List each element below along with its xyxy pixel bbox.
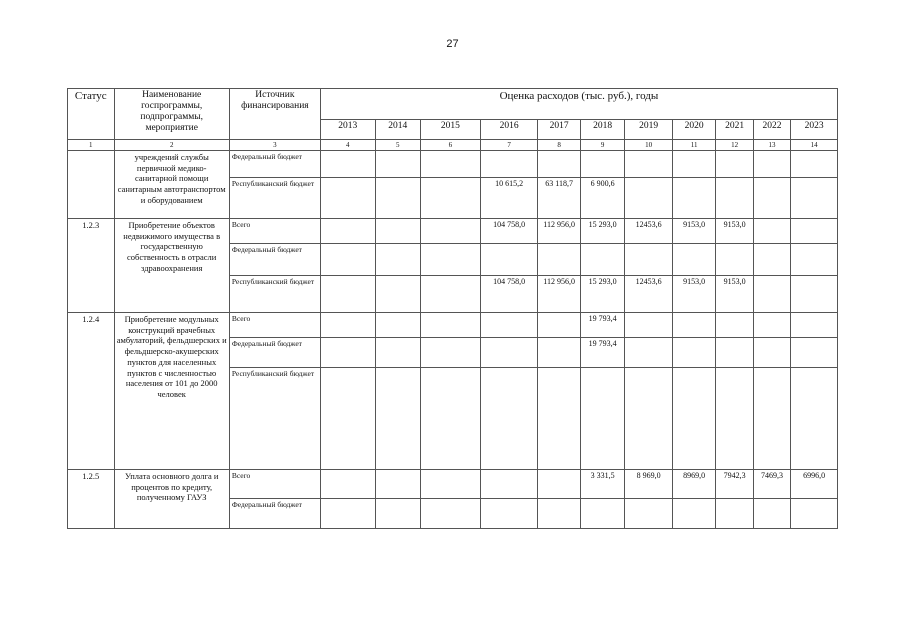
value-cell — [580, 499, 625, 529]
value-cell — [320, 368, 375, 470]
value-cell — [716, 178, 753, 219]
value-cell — [480, 313, 538, 338]
year-header-2020: 2020 — [672, 120, 716, 140]
value-cell — [375, 499, 421, 529]
value-cell — [672, 338, 716, 368]
value-cell: 15 293,0 — [580, 276, 625, 313]
value-cell: 6 900,6 — [580, 178, 625, 219]
value-cell — [625, 368, 673, 470]
value-cell — [538, 499, 580, 529]
value-cell — [580, 151, 625, 178]
value-cell — [672, 368, 716, 470]
table-row — [68, 219, 838, 244]
value-cell: 8 969,0 — [625, 470, 673, 499]
value-cell — [320, 244, 375, 276]
value-cell — [538, 470, 580, 499]
value-cell — [421, 499, 481, 529]
value-cell: 7469,3 — [753, 470, 790, 499]
value-cell: 3 331,5 — [580, 470, 625, 499]
funding-source-cell: Федеральный бюджет — [229, 338, 320, 368]
column-number: 1 — [68, 140, 115, 151]
measure-name-cell: Уплата основного долга и процентов по кредиту, полученному ГАУЗ — [114, 470, 229, 529]
value-cell — [375, 151, 421, 178]
value-cell — [538, 368, 580, 470]
value-cell — [672, 499, 716, 529]
funding-source-cell: Всего — [229, 470, 320, 499]
header-source: Источник финансирования — [229, 89, 320, 140]
year-header-2022: 2022 — [753, 120, 790, 140]
value-cell — [753, 276, 790, 313]
table-body — [68, 151, 838, 529]
value-cell — [375, 338, 421, 368]
value-cell: 112 956,0 — [538, 219, 580, 244]
year-header-2021: 2021 — [716, 120, 753, 140]
value-cell — [320, 151, 375, 178]
value-cell — [753, 499, 790, 529]
column-number: 4 — [320, 140, 375, 151]
value-cell — [375, 244, 421, 276]
expenditure-table — [67, 88, 838, 529]
year-header-2013: 2013 — [320, 120, 375, 140]
value-cell — [791, 276, 838, 313]
value-cell — [320, 276, 375, 313]
header-estimate: Оценка расходов (тыс. руб.), годы — [320, 89, 837, 120]
value-cell — [716, 338, 753, 368]
column-number-row — [68, 140, 838, 151]
value-cell: 15 293,0 — [580, 219, 625, 244]
column-number: 5 — [375, 140, 421, 151]
funding-source-cell: Федеральный бюджет — [229, 151, 320, 178]
funding-source-cell: Всего — [229, 219, 320, 244]
value-cell — [320, 499, 375, 529]
column-number: 6 — [421, 140, 481, 151]
funding-source-cell: Всего — [229, 313, 320, 338]
value-cell — [375, 313, 421, 338]
value-cell — [320, 338, 375, 368]
value-cell — [480, 499, 538, 529]
value-cell — [791, 368, 838, 470]
status-cell: 1.2.3 — [68, 219, 115, 313]
status-cell: 1.2.4 — [68, 313, 115, 470]
value-cell — [538, 313, 580, 338]
value-cell — [375, 276, 421, 313]
value-cell — [480, 368, 538, 470]
value-cell — [791, 244, 838, 276]
value-cell — [421, 368, 481, 470]
value-cell — [421, 178, 481, 219]
value-cell — [480, 244, 538, 276]
value-cell: 19 793,4 — [580, 313, 625, 338]
value-cell — [672, 313, 716, 338]
header-name: Наименование госпрограммы, подпрограммы, мероприятие — [114, 89, 229, 140]
value-cell — [716, 499, 753, 529]
value-cell — [791, 178, 838, 219]
value-cell — [625, 244, 673, 276]
value-cell — [625, 313, 673, 338]
table-row — [68, 151, 838, 178]
funding-source-cell: Республиканский бюджет — [229, 178, 320, 219]
value-cell — [421, 470, 481, 499]
value-cell — [421, 244, 481, 276]
value-cell — [716, 313, 753, 338]
value-cell — [538, 151, 580, 178]
value-cell — [753, 368, 790, 470]
status-cell: 1.2.5 — [68, 470, 115, 529]
value-cell — [580, 368, 625, 470]
value-cell — [791, 338, 838, 368]
year-header-2017: 2017 — [538, 120, 580, 140]
value-cell: 10 615,2 — [480, 178, 538, 219]
status-cell — [68, 151, 115, 219]
value-cell — [625, 338, 673, 368]
funding-source-cell: Республиканский бюджет — [229, 276, 320, 313]
value-cell — [716, 368, 753, 470]
value-cell: 12453,6 — [625, 276, 673, 313]
year-header-2016: 2016 — [480, 120, 538, 140]
page-number: 27 — [446, 38, 459, 50]
value-cell — [375, 178, 421, 219]
year-header-2018: 2018 — [580, 120, 625, 140]
value-cell: 104 758,0 — [480, 219, 538, 244]
value-cell — [791, 219, 838, 244]
value-cell — [538, 244, 580, 276]
value-cell: 9153,0 — [672, 276, 716, 313]
value-cell — [480, 338, 538, 368]
value-cell — [791, 499, 838, 529]
value-cell — [791, 313, 838, 338]
value-cell — [753, 244, 790, 276]
value-cell — [480, 470, 538, 499]
value-cell — [716, 151, 753, 178]
value-cell — [672, 151, 716, 178]
value-cell — [625, 178, 673, 219]
value-cell: 6996,0 — [791, 470, 838, 499]
value-cell — [320, 219, 375, 244]
value-cell — [753, 338, 790, 368]
value-cell: 9153,0 — [716, 219, 753, 244]
measure-name-cell: Приобретение объектов недвижимого имущества в государственную собственность в отрасли здравоохранения — [114, 219, 229, 313]
value-cell — [753, 178, 790, 219]
value-cell — [320, 470, 375, 499]
value-cell — [320, 313, 375, 338]
funding-source-cell: Республиканский бюджет — [229, 368, 320, 470]
value-cell — [421, 151, 481, 178]
measure-name-cell: учреждений службы первичной медико-санитарной помощи санитарным автотранспортом и оборудованием — [114, 151, 229, 219]
year-header-2014: 2014 — [375, 120, 421, 140]
value-cell — [672, 178, 716, 219]
value-cell: 63 118,7 — [538, 178, 580, 219]
value-cell — [753, 313, 790, 338]
column-number: 10 — [625, 140, 673, 151]
value-cell — [672, 244, 716, 276]
value-cell: 19 793,4 — [580, 338, 625, 368]
year-header-2015: 2015 — [421, 120, 481, 140]
value-cell — [480, 151, 538, 178]
value-cell: 7942,3 — [716, 470, 753, 499]
value-cell: 8969,0 — [672, 470, 716, 499]
column-number: 13 — [753, 140, 790, 151]
column-number: 12 — [716, 140, 753, 151]
value-cell — [791, 151, 838, 178]
value-cell: 12453,6 — [625, 219, 673, 244]
value-cell — [421, 338, 481, 368]
value-cell — [421, 219, 481, 244]
funding-source-cell: Федеральный бюджет — [229, 244, 320, 276]
column-number: 7 — [480, 140, 538, 151]
value-cell: 9153,0 — [716, 276, 753, 313]
value-cell — [625, 499, 673, 529]
measure-name-cell: Приобретение модульных конструкций врачебных амбулаторий, фельдшерских и фельдшерско-акушерских пунктов для населенных пунктов с численностью населения от 101 до 2000 человек — [114, 313, 229, 470]
value-cell — [538, 338, 580, 368]
value-cell — [421, 313, 481, 338]
value-cell — [375, 470, 421, 499]
column-number: 14 — [791, 140, 838, 151]
value-cell — [580, 244, 625, 276]
value-cell — [753, 151, 790, 178]
value-cell — [375, 368, 421, 470]
value-cell — [716, 244, 753, 276]
column-number: 2 — [114, 140, 229, 151]
year-header-2019: 2019 — [625, 120, 673, 140]
funding-source-cell: Федеральный бюджет — [229, 499, 320, 529]
value-cell: 104 758,0 — [480, 276, 538, 313]
column-number: 8 — [538, 140, 580, 151]
column-number: 3 — [229, 140, 320, 151]
value-cell: 9153,0 — [672, 219, 716, 244]
table-row — [68, 313, 838, 338]
value-cell — [320, 178, 375, 219]
table-row — [68, 470, 838, 499]
value-cell: 112 956,0 — [538, 276, 580, 313]
value-cell — [625, 151, 673, 178]
column-number: 9 — [580, 140, 625, 151]
column-number: 11 — [672, 140, 716, 151]
header-status: Статус — [68, 89, 115, 140]
value-cell — [421, 276, 481, 313]
year-header-2023: 2023 — [791, 120, 838, 140]
value-cell — [753, 219, 790, 244]
value-cell — [375, 219, 421, 244]
